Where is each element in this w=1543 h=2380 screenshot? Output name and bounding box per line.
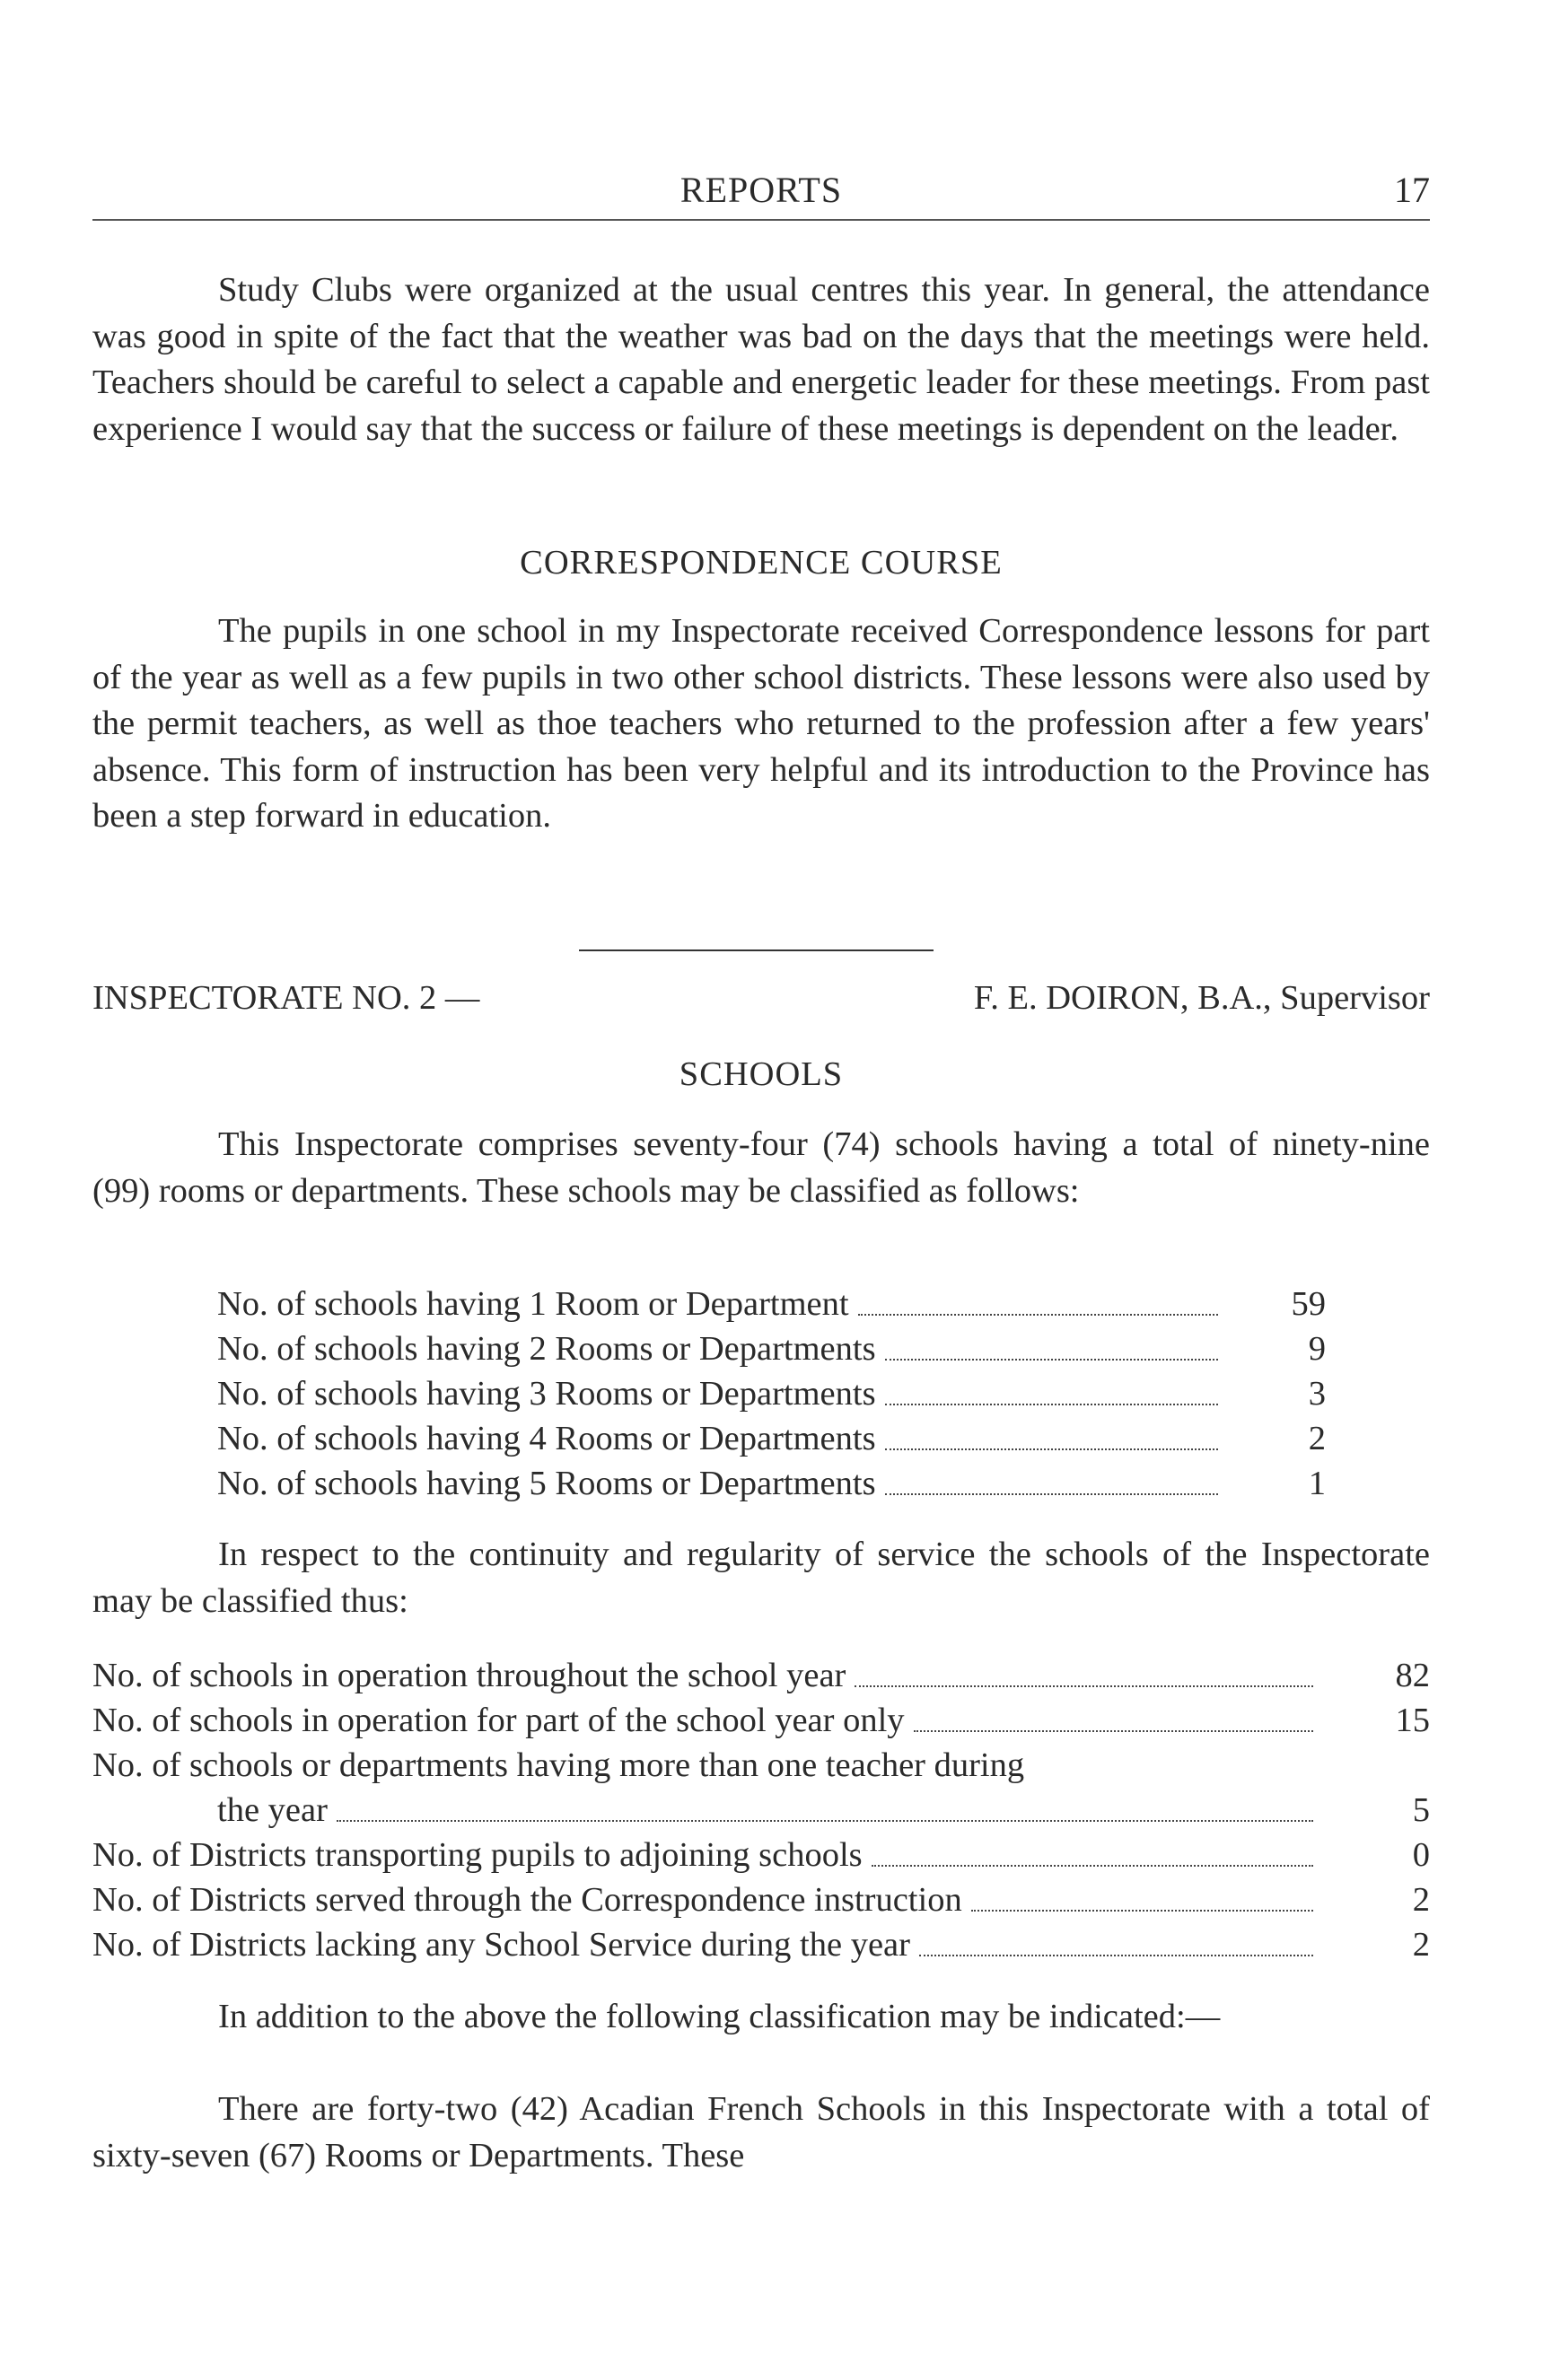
leader-dots [919, 1955, 1313, 1956]
list-item-first-line: No. of schools or departments having more than one teacher during [92, 1746, 1025, 1784]
list-item-label: No. of schools having 4 Rooms or Departments [217, 1420, 876, 1457]
paragraph-addition-text: In addition to the above the following classification may be indicated:— [218, 1998, 1221, 2035]
list-item-value: 2 [1412, 1926, 1430, 1964]
heading-schools: SCHOOLS [679, 1055, 844, 1093]
list-item [92, 1922, 1430, 1967]
list-item-label: No. of schools having 2 Rooms or Departments [217, 1330, 876, 1368]
list-item-value: 0 [1412, 1836, 1430, 1874]
list-item-label: No. of schools in operation for part of the school year only [92, 1702, 905, 1739]
paragraph-study-clubs [92, 267, 1430, 452]
paragraph-continuity-intro [92, 1532, 1430, 1624]
list-item [217, 1788, 1430, 1833]
list-item-label: No. of schools having 1 Room or Department [217, 1285, 849, 1323]
list-item-label: No. of schools in operation throughout the school year [92, 1657, 846, 1694]
list-item-value: 9 [1308, 1330, 1326, 1368]
list-item [92, 1653, 1430, 1698]
inspectorate-title: INSPECTORATE NO. 2 — [92, 979, 480, 1017]
leader-dots [872, 1865, 1313, 1867]
list-item [217, 1461, 1326, 1506]
page-header [92, 169, 1430, 221]
list-item-value: 3 [1308, 1375, 1326, 1413]
leader-dots [971, 1910, 1313, 1912]
leader-dots [885, 1448, 1218, 1450]
list-item-label: No. of Districts served through the Correspondence instruction [92, 1881, 962, 1919]
leader-dots [858, 1314, 1218, 1316]
list-item [217, 1326, 1326, 1371]
heading-correspondence-course: CORRESPONDENCE COURSE [520, 544, 1003, 582]
list-item-value: 2 [1308, 1420, 1326, 1457]
paragraph-correspondence [92, 608, 1430, 840]
page-number: 17 [1394, 170, 1430, 210]
list-item-label: No. of Districts lacking any School Service during the year [92, 1926, 910, 1964]
list-item-value: 2 [1412, 1881, 1430, 1919]
list-item [92, 1698, 1430, 1743]
inspectorate-line [92, 978, 1430, 1028]
paragraph-schools-intro [92, 1122, 1430, 1214]
leader-dots [885, 1359, 1218, 1361]
paragraph-continuity-intro-text: In respect to the continuity and regularity of service the schools of the Inspectorate may be classified thus: [92, 1536, 1430, 1620]
leader-dots [855, 1685, 1313, 1687]
leader-dots [337, 1820, 1313, 1822]
list-item-label: the year [217, 1791, 328, 1829]
supervisor-name: F. E. DOIRON, B.A., Supervisor [973, 979, 1430, 1017]
leader-dots [885, 1493, 1218, 1495]
list-item-label: No. of schools having 5 Rooms or Departments [217, 1465, 876, 1502]
list-item-label: No. of Districts transporting pupils to adjoining schools [92, 1836, 863, 1874]
list-item-value: 5 [1412, 1791, 1430, 1829]
paragraph-correspondence-text: The pupils in one school in my Inspectorate received Correspondence lessons for part of the year as well as a few pupils in two other school districts. These lessons were also used by the permit teachers, as well as thoe teachers who returned to the profession after a few years' absence. This form of instruction has been very helpful and its introduction to the Province has been a step forward in education. [92, 612, 1430, 835]
list-item [217, 1282, 1326, 1326]
paragraph-acadian-text: There are forty-two (42) Acadian French Schools in this Inspectorate with a total of sixty-seven (67) Rooms or Departments. These [92, 2090, 1430, 2174]
section-divider [579, 949, 934, 951]
paragraph-schools-intro-text: This Inspectorate comprises seventy-four (74) schools having a total of ninety-nine (99) rooms or departments. These schools may be classified as follows: [92, 1125, 1430, 1210]
list-item-value: 15 [1395, 1702, 1430, 1739]
list-item [92, 1833, 1430, 1877]
list-item [217, 1416, 1326, 1461]
list-item-value: 59 [1291, 1285, 1326, 1323]
list-item-label: No. of schools having 3 Rooms or Departments [217, 1375, 876, 1413]
list-item [217, 1371, 1326, 1416]
running-title: REPORTS [679, 170, 843, 210]
leader-dots [914, 1730, 1313, 1732]
paragraph-addition [92, 1994, 1430, 2041]
paragraph-study-clubs-text: Study Clubs were organized at the usual centres this year. In general, the attendance was good in spite of the fact that the weather was bad on the days that the meetings were held. Teachers should be careful to select a capable and energetic leader for these meetings. From past experience I would say that the success or failure of these meetings is dependent on the leader. [92, 271, 1430, 448]
list-item-value: 82 [1395, 1657, 1430, 1694]
leader-dots [885, 1404, 1218, 1405]
list-item [92, 1877, 1430, 1922]
paragraph-acadian [92, 2087, 1430, 2179]
list-item-value: 1 [1308, 1465, 1326, 1502]
